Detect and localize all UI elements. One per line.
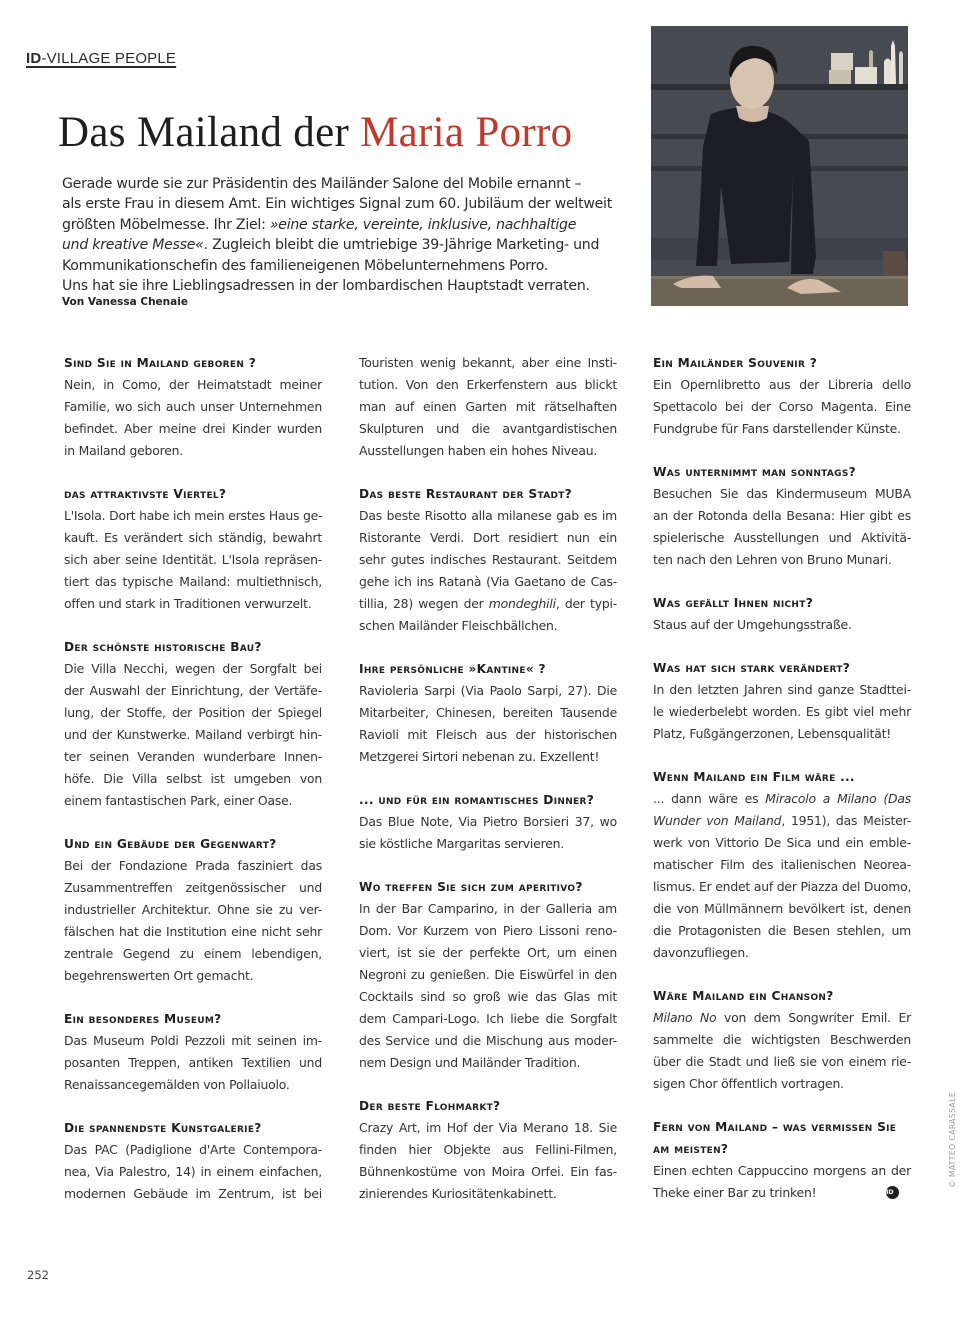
qa-item bbox=[653, 657, 911, 745]
italic-film-title: Miracolo a Milano (Das bbox=[765, 791, 911, 806]
answer-line: Ristorante Verdi. Dort residiert nun ein bbox=[359, 530, 617, 545]
answer bbox=[653, 483, 911, 571]
answer bbox=[359, 898, 617, 1074]
question: Der schönste historische Bau? bbox=[64, 640, 262, 654]
answer-line: Cocktails sind so groß wie das Glas mit bbox=[359, 989, 617, 1004]
qa-item bbox=[359, 876, 617, 1074]
answer-line: industrieller Architektur. Ohne sie zu ver- bbox=[64, 902, 322, 917]
shelf bbox=[651, 84, 908, 90]
answer bbox=[359, 680, 617, 768]
answer bbox=[359, 811, 617, 855]
answer-line: tiert das typische Mailand: multiethnisch, bbox=[64, 574, 322, 589]
question: Was gefällt Ihnen nicht? bbox=[653, 596, 814, 610]
answer-line: an der Rotonda della Besana: Hier gibt es bbox=[653, 508, 911, 523]
qa-item bbox=[653, 1116, 911, 1204]
question: Und ein Gebäude der Gegenwart? bbox=[64, 837, 277, 851]
qa-item bbox=[64, 1117, 322, 1205]
question: das attraktivste Viertel? bbox=[64, 487, 227, 501]
answer-line: sehr gutes indisches Restaurant. Seitdem bbox=[359, 552, 617, 567]
answer-text: ... dann wäre es bbox=[653, 791, 766, 806]
question: Ein besonderes Museum? bbox=[64, 1012, 222, 1026]
qa-item bbox=[64, 1008, 322, 1096]
qa-item bbox=[653, 461, 911, 571]
title-plain: Das Mailand der bbox=[58, 109, 361, 156]
answer-line: die Protagonisten die Besen stehlen, um bbox=[653, 923, 911, 938]
intro-text: größten Möbelmesse. Ihr Ziel: bbox=[62, 216, 270, 233]
intro-line: Gerade wurde sie zur Präsidentin des Mailänder Salone del Mobile ernannt – bbox=[62, 176, 582, 192]
answer-text: von dem Songwriter Emil. Er bbox=[716, 1010, 911, 1025]
answer-line: sich aber seine Identität. L'Isola repräsen- bbox=[64, 552, 322, 567]
answer-line: kauft. Es verändert sich ständig, bewahrt bbox=[64, 530, 322, 545]
answer-line: sammelte die wichtigsten Beschwerden bbox=[653, 1032, 911, 1047]
question: Das beste Restaurant der Stadt? bbox=[359, 487, 573, 501]
italic-term: mondeghili bbox=[488, 596, 556, 611]
answer-line: le wiederbelebt worden. Es gibt viel mehr bbox=[653, 704, 911, 719]
answer-line: einem fantastischen Park, einer Oase. bbox=[64, 793, 293, 808]
vase bbox=[884, 59, 891, 85]
answer-line: gehe ich ins Ratanà (Via Gaetano de Cas- bbox=[359, 574, 617, 589]
answer bbox=[653, 788, 911, 964]
answer-line: Zusammentreffen zeitgenössischer und bbox=[64, 880, 322, 895]
question: Fern von Mailand – was vermissen Sie am meisten? bbox=[653, 1120, 897, 1156]
answer-line: Negroni zu genießen. Die Eiswürfel in den bbox=[359, 967, 617, 982]
vase bbox=[829, 70, 851, 84]
answer-line: fälschen hat die Institution eine nicht sehr bbox=[64, 924, 322, 939]
answer-text: , 1951), das Meister- bbox=[781, 813, 911, 828]
answer-line: posanten Treppen, antiken Textilien und bbox=[64, 1055, 322, 1070]
answer-line: lung, der Stoffe, der Position der Spiegel bbox=[64, 705, 322, 720]
answer-line: befindet. Aber meine drei Kinder wurden bbox=[64, 421, 322, 436]
answer-line: Nein, in Como, der Heimatstadt meiner bbox=[64, 377, 322, 392]
answer bbox=[653, 374, 911, 440]
answer-text: Theke einer Bar zu trinken! bbox=[653, 1185, 817, 1200]
qa-item bbox=[653, 352, 911, 440]
intro-line: Uns hat sie ihre Lieblingsadressen in der lombardischen Hauptstadt verraten. bbox=[62, 278, 590, 295]
answer-line: Spettacolo bei der Corso Magenta. Eine bbox=[653, 399, 911, 414]
answer-line: zentrale Gegend zu einem lebendigen, bbox=[64, 946, 322, 961]
intro-quote: und kreative Messe« bbox=[62, 237, 204, 254]
answer-line: Ravioli mit Fleisch aus der historischen bbox=[359, 727, 617, 742]
answer bbox=[653, 1007, 911, 1095]
photo-credit: © MATTEO CARASSALE bbox=[948, 1091, 957, 1188]
answer-line: Bühnenkostüme von Moira Orfei. Ein fas- bbox=[359, 1164, 617, 1179]
answer-line bbox=[653, 810, 911, 832]
answer-line: schen Mailänder Fleischbällchen. bbox=[359, 618, 558, 633]
answer-line bbox=[653, 788, 911, 810]
answer bbox=[359, 505, 617, 637]
italic-film-title: Wunder von Mailand bbox=[653, 813, 782, 828]
answer-line: nea, Via Palestro, 14) in einem einfachen, bbox=[64, 1164, 322, 1179]
answer-line: Dom. Vor Kurzem von Piero Lissoni reno- bbox=[359, 923, 617, 938]
question: Sind Sie in Mailand geboren ? bbox=[64, 356, 257, 370]
answer-line: Mitarbeiter, Chinesen, bereiten Tausende bbox=[359, 705, 617, 720]
question: Was hat sich stark verändert? bbox=[653, 661, 851, 675]
qa-item bbox=[359, 483, 617, 637]
section-label: -VILLAGE PEOPLE bbox=[41, 50, 177, 67]
question: ... und für ein romantisches Dinner? bbox=[359, 793, 595, 807]
answer-line: begehrenswerten Ort gemacht. bbox=[64, 968, 254, 983]
answer-line: Das PAC (Padiglione d'Arte Contempora- bbox=[64, 1142, 322, 1157]
question: Wäre Mailand ein Chanson? bbox=[653, 989, 834, 1003]
answer bbox=[64, 505, 322, 615]
answer-line: Das Museum Poldi Pezzoli mit seinen im- bbox=[64, 1033, 322, 1048]
answer-line: zinierendes Kuriositätenkabinett. bbox=[359, 1186, 557, 1201]
question: Der beste Flohmarkt? bbox=[359, 1099, 501, 1113]
answer-line: nem Design und Mailänder Tradition. bbox=[359, 1055, 581, 1070]
answer-line: Bei der Fondazione Prada fasziniert das bbox=[64, 858, 322, 873]
intro-paragraph bbox=[62, 174, 622, 296]
answer-line: Ein Opernlibretto aus der Libreria dello bbox=[653, 377, 911, 392]
answer-line: über die Stadt und ließ sie von einem rie- bbox=[653, 1054, 911, 1069]
section-tag bbox=[26, 50, 176, 67]
answer-line: In der Bar Camparino, in der Galleria am bbox=[359, 901, 617, 916]
article-title bbox=[58, 108, 572, 157]
answer-line: Besuchen Sie das Kindermuseum MUBA bbox=[653, 486, 911, 501]
answer-line: spielerische Ausstellungen und Aktivitä- bbox=[653, 530, 911, 545]
answer-line: Das Blue Note, Via Pietro Borsieri 37, wo bbox=[359, 814, 617, 829]
answer-line: Ausstellungen haben ein hohes Niveau. bbox=[359, 443, 598, 458]
answer-line: sie köstliche Margaritas servieren. bbox=[359, 836, 565, 851]
answer-line: modernen Gebäude im Zentrum, ist bei bbox=[64, 1186, 322, 1201]
qa-item bbox=[359, 1095, 617, 1205]
answer-line: Touristen wenig bekannt, aber eine Insti- bbox=[359, 355, 617, 370]
answer-text: tillia, 28) wegen der bbox=[359, 596, 489, 611]
answer-line: der Auswahl der Einrichtung, der Vertäfe- bbox=[64, 683, 322, 698]
answer-line: Familie, wo sich auch unser Unternehmen bbox=[64, 399, 322, 414]
answer-line bbox=[359, 593, 617, 615]
qa-continuation bbox=[359, 352, 617, 462]
column-1 bbox=[64, 352, 322, 1226]
answer-line: Ravioleria Sarpi (Via Paolo Sarpi, 27). Die bbox=[359, 683, 617, 698]
qa-item bbox=[64, 483, 322, 615]
intro-quote: »eine starke, vereinte, inklusive, nachhaltige bbox=[269, 216, 577, 233]
qa-item bbox=[359, 789, 617, 855]
question: Ein Mailänder Souvenir ? bbox=[653, 356, 818, 370]
answer-line: Renaissancegemälden von Pollaiuolo. bbox=[64, 1077, 290, 1092]
answer-line: finden hier Objekte aus Fellini-Filmen, bbox=[359, 1142, 617, 1157]
question: Wo treffen Sie sich zum aperitivo? bbox=[359, 880, 583, 894]
answer-line: ten nach den Lehren von Bruno Munari. bbox=[653, 552, 892, 567]
intro-text: . Zugleich bleibt die umtriebige 39-Jährige Marketing- und bbox=[203, 237, 600, 254]
id-end-mark-icon: ID bbox=[886, 1186, 899, 1199]
intro-line bbox=[62, 235, 622, 255]
answer bbox=[64, 855, 322, 987]
qa-item bbox=[653, 985, 911, 1095]
answer-line: und der Kunstwerke. Mailand verbirgt hin- bbox=[64, 727, 322, 742]
byline: Von Vanessa Chenaie bbox=[62, 296, 188, 308]
title-accent-name: Maria Porro bbox=[360, 109, 573, 156]
answer-line: offen und stark in Traditionen verwurzelt. bbox=[64, 596, 312, 611]
answer-line: dem Campari-Logo. Ich liebe die Sorgfalt bbox=[359, 1011, 617, 1026]
answer-line bbox=[653, 1007, 911, 1029]
answer-line: Metzgerei Sirtori nebenan zu. Exzellent! bbox=[359, 749, 600, 764]
person-body bbox=[696, 108, 816, 274]
answer bbox=[64, 374, 322, 462]
answer-line: höfe. Die Villa selbst ist umgeben von bbox=[64, 771, 322, 786]
answer bbox=[359, 1117, 617, 1205]
answer-line: des Service und die Mischung aus moder- bbox=[359, 1033, 617, 1048]
italic-song-title: Milano No bbox=[653, 1010, 717, 1025]
portrait-photo bbox=[651, 26, 908, 306]
answer-line: L'Isola. Dort habe ich mein erstes Haus ge- bbox=[64, 508, 323, 523]
column-3 bbox=[653, 352, 911, 1225]
qa-item bbox=[64, 833, 322, 987]
vase bbox=[831, 53, 853, 70]
answer bbox=[653, 614, 911, 636]
answer-line: Das beste Risotto alla milanese gab es im bbox=[359, 508, 617, 523]
qa-item bbox=[64, 636, 322, 812]
answer-text: , der typi- bbox=[555, 596, 618, 611]
intro-line: Kommunikationschefin des familieneigenen Möbelunternehmens Porro. bbox=[62, 257, 549, 274]
answer bbox=[653, 679, 911, 745]
question: Was unternimmt man sonntags? bbox=[653, 465, 857, 479]
answer-line: Fundgrube für Fans darstellender Künste. bbox=[653, 421, 901, 436]
answer bbox=[64, 1030, 322, 1096]
answer bbox=[64, 658, 322, 812]
answer-line: ter seinen Veranden wunderbare Innen- bbox=[64, 749, 322, 764]
answer-line: sigen Chor öffentlich vortragen. bbox=[653, 1076, 844, 1091]
answer-line: Skulpturen und die avantgardistischen bbox=[359, 421, 617, 436]
answer-line: In den letzten Jahren sind ganze Stadttei- bbox=[653, 682, 911, 697]
intro-line bbox=[62, 215, 622, 235]
question: Ihre persönliche »Kantine« ? bbox=[359, 662, 546, 676]
answer bbox=[653, 1160, 911, 1204]
answer-line: Die Villa Necchi, wegen der Sorgfalt bei bbox=[64, 661, 322, 676]
answer-line: viert, ist sie der perfekte Ort, um einen bbox=[359, 945, 617, 960]
column-2 bbox=[359, 352, 617, 1226]
answer-line: werk von Vittorio De Sica und ein emble- bbox=[653, 835, 911, 850]
answer-line: man auf einen Garten mit rätselhaften bbox=[359, 399, 617, 414]
vase bbox=[855, 67, 877, 84]
qa-item bbox=[653, 766, 911, 964]
answer-line: Platz, Fußgängerzonen, Lebensqualität! bbox=[653, 726, 892, 741]
page-number: 252 bbox=[27, 1268, 49, 1282]
answer-line: lismus. Er endet auf der Piazza del Duomo, bbox=[653, 879, 912, 894]
answer bbox=[64, 1139, 322, 1205]
answer-line: die von Müllmännern bevölkert ist, denen bbox=[653, 901, 911, 916]
qa-item bbox=[359, 658, 617, 768]
question: Wenn Mailand ein Film wäre ... bbox=[653, 770, 855, 784]
answer-line: tution. Von den Erkerfenstern aus blickt bbox=[359, 377, 617, 392]
section-prefix: ID bbox=[26, 50, 42, 67]
answer bbox=[359, 352, 617, 462]
answer-line: matischer Film des italienischen Neorea- bbox=[653, 857, 911, 872]
answer-line: Einen echten Cappuccino morgens an der bbox=[653, 1163, 911, 1178]
intro-line: als erste Frau in diesem Amt. Ein wichtiges Signal zum 60. Jubiläum der weltweit bbox=[62, 196, 612, 213]
qa-item bbox=[64, 352, 322, 462]
answer-line: Crazy Art, im Hof der Via Merano 18. Sie bbox=[359, 1120, 617, 1135]
answer-line: davonzufliegen. bbox=[653, 945, 749, 960]
portrait-illustration bbox=[651, 26, 908, 306]
question: Die spannendste Kunstgalerie? bbox=[64, 1121, 262, 1135]
answer-line bbox=[653, 1182, 911, 1204]
qa-item bbox=[653, 592, 911, 636]
answer-line: in Mailand geboren. bbox=[64, 443, 184, 458]
answer-line: Staus auf der Umgehungsstraße. bbox=[653, 617, 852, 632]
